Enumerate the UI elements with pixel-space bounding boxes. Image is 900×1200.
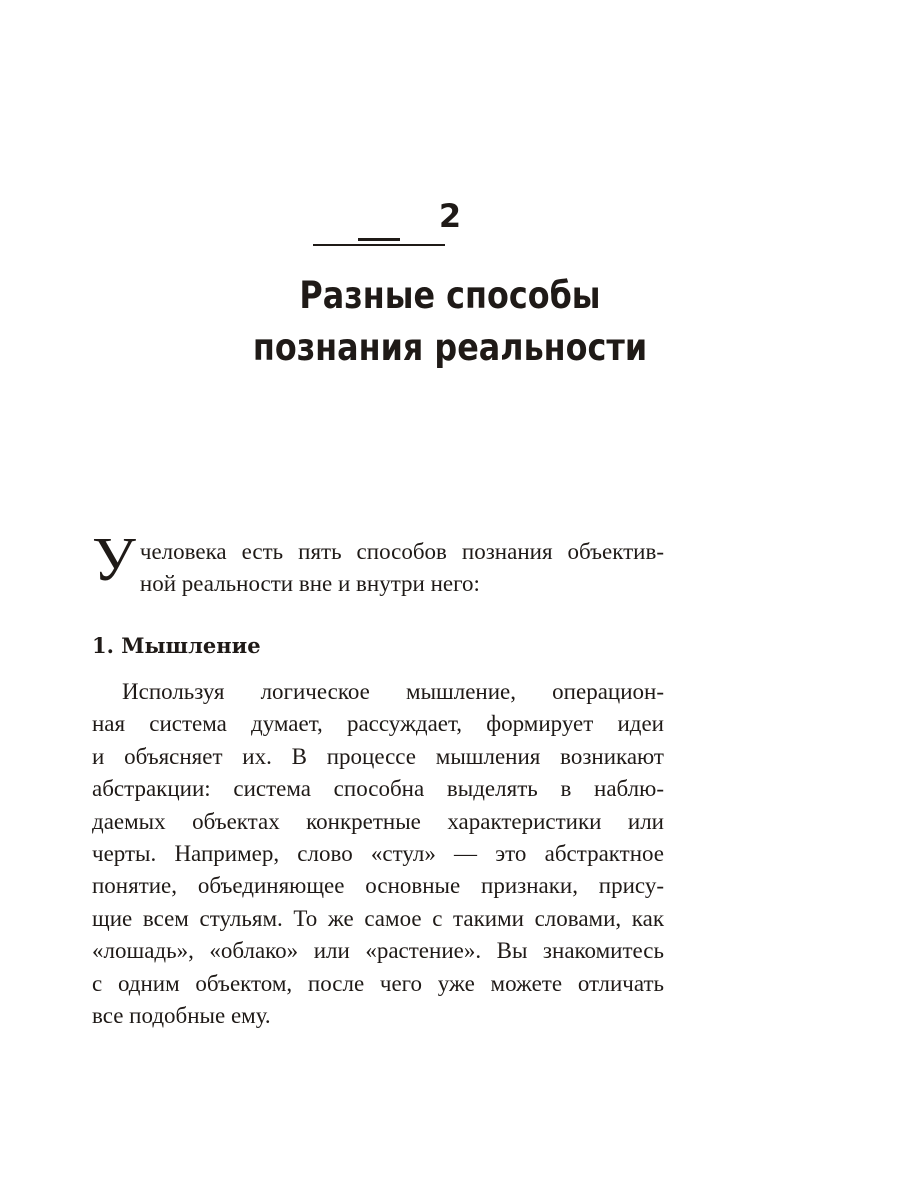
intro-paragraph xyxy=(92,526,664,599)
section-heading: 1. Мышление xyxy=(92,633,261,658)
chapter-title xyxy=(63,270,837,374)
chapter-number: 2 xyxy=(438,197,462,235)
paragraph-line: щие всем стульям. То же самое с такими словами, как xyxy=(92,905,664,931)
drop-cap: У xyxy=(92,526,136,594)
body-paragraph xyxy=(92,676,664,1032)
chapter-title-line: Разные способы xyxy=(299,274,601,317)
chapter-title-line: познания реальности xyxy=(252,326,648,369)
paragraph-line: ной реальности вне и внутри него: xyxy=(139,570,480,596)
paragraph-line: «лошадь», «облако» или «растение». Вы знакомитесь xyxy=(92,938,664,964)
paragraph-line: человека есть пять способов познания объектив- xyxy=(139,539,664,564)
paragraph-line: с одним объектом, после чего уже можете отличать xyxy=(92,970,664,996)
paragraph-line: черты. Например, слово «стул» — это абстрактное xyxy=(92,841,664,867)
chapter-divider-rule xyxy=(313,244,445,246)
paragraph-line: все подобные ему. xyxy=(92,1003,271,1029)
paragraph-line: понятие, объединяющее основные признаки, прису- xyxy=(92,873,664,899)
paragraph-line: и объясняет их. В процессе мышления возникают xyxy=(92,743,664,769)
paragraph-line: даемых объектах конкретные характеристики или xyxy=(92,808,664,834)
paragraph-line: Используя логическое мышление, операцион- xyxy=(122,679,664,704)
paragraph-line: абстракции: система способна выделять в наблю- xyxy=(92,776,664,802)
chapter-number-underline xyxy=(358,238,400,241)
paragraph-line: ная система думает, рассуждает, формирует идеи xyxy=(92,711,664,737)
